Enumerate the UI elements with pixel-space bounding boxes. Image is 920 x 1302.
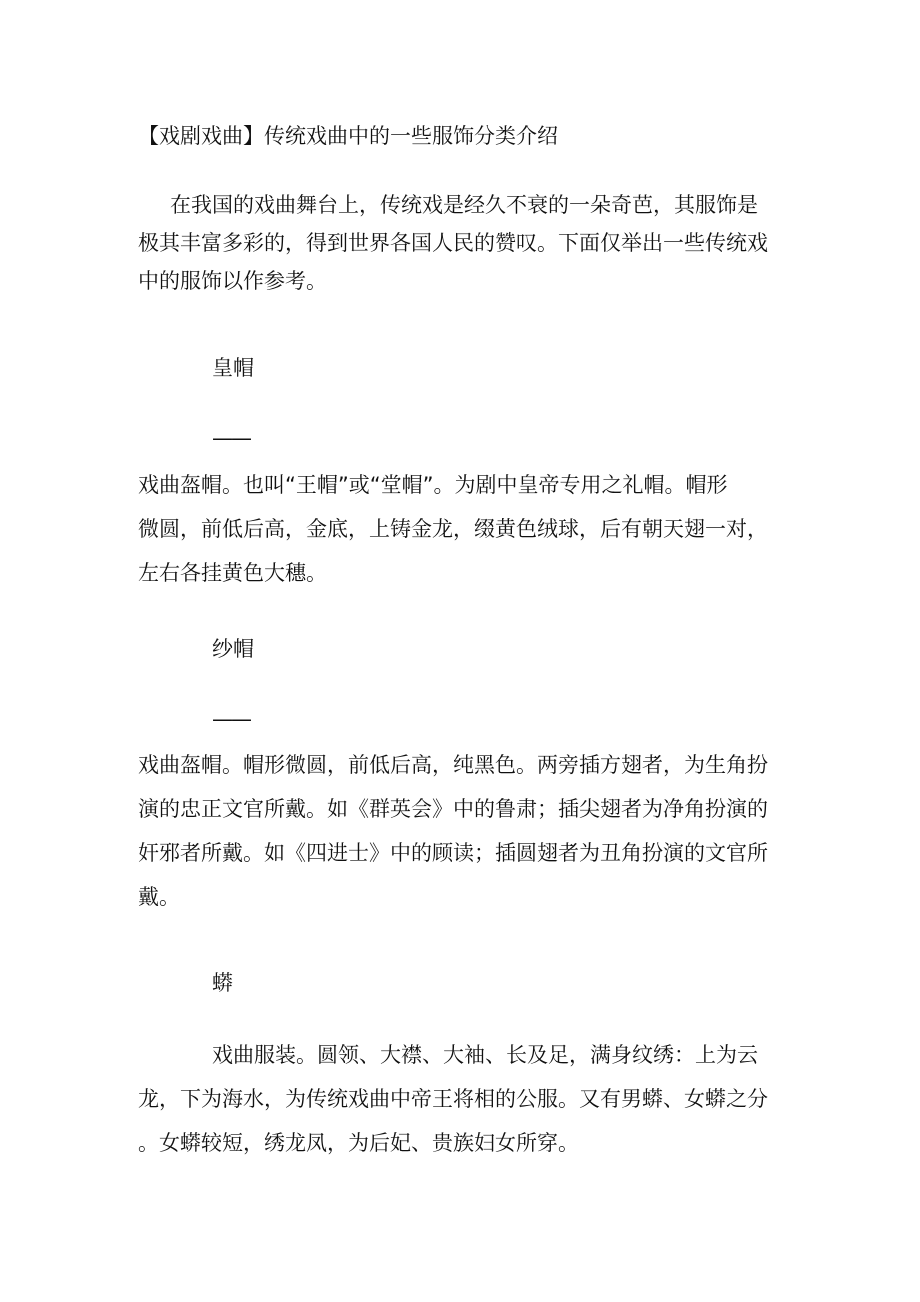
section-line: 戏曲盔帽。帽形微圆，前低后高，纯黑色。两旁插方翅者，为生角扮 [138,753,768,777]
section-dash: —— [212,426,250,450]
section-line: 龙，下为海水，为传统戏曲中帝王将相的公服。又有男蟒、女蟒之分 [138,1087,768,1111]
section-line: 微圆，前低后高，金底，上铸金龙，缀黄色绒球，后有朝天翅一对， [138,517,768,541]
section-line: 戏曲服装。圆领、大襟、大袖、长及足，满身纹绣：上为云 [212,1043,758,1067]
intro-line: 极其丰富多彩的，得到世界各国人民的赞叹。下面仅举出一些传统戏 [138,231,768,255]
section-paragraph [138,1036,788,1162]
intro-paragraph [138,186,788,300]
section-heading: 皇帽 [212,356,254,380]
section-paragraph [138,466,788,592]
section-line: 戴。 [138,885,180,909]
section-line: 。女蟒较短，绣龙凤，为后妃、贵族妇女所穿。 [138,1131,579,1155]
section-heading: 纱帽 [212,637,254,661]
intro-line: 在我国的戏曲舞台上，传统戏是经久不衰的一朵奇芭，其服饰是 [170,193,758,217]
document-title: 【戏剧戏曲】传统戏曲中的一些服饰分类介绍 [138,124,558,148]
intro-line: 中的服饰以作参考。 [138,269,327,293]
section-heading: 蟒 [212,971,233,995]
section-line: 戏曲盔帽。也叫“王帽”或“堂帽”。为剧中皇帝专用之礼帽。帽形 [138,473,728,497]
section-line: 奸邪者所戴。如《四进士》中的顾读；插圆翅者为丑角扮演的文官所 [138,841,768,865]
section-line: 左右各挂黄色大穗。 [138,561,327,585]
section-dash: —— [212,707,250,731]
section-paragraph [138,746,788,916]
section-line: 演的忠正文官所戴。如《群英会》中的鲁肃；插尖翅者为净角扮演的 [138,797,768,821]
